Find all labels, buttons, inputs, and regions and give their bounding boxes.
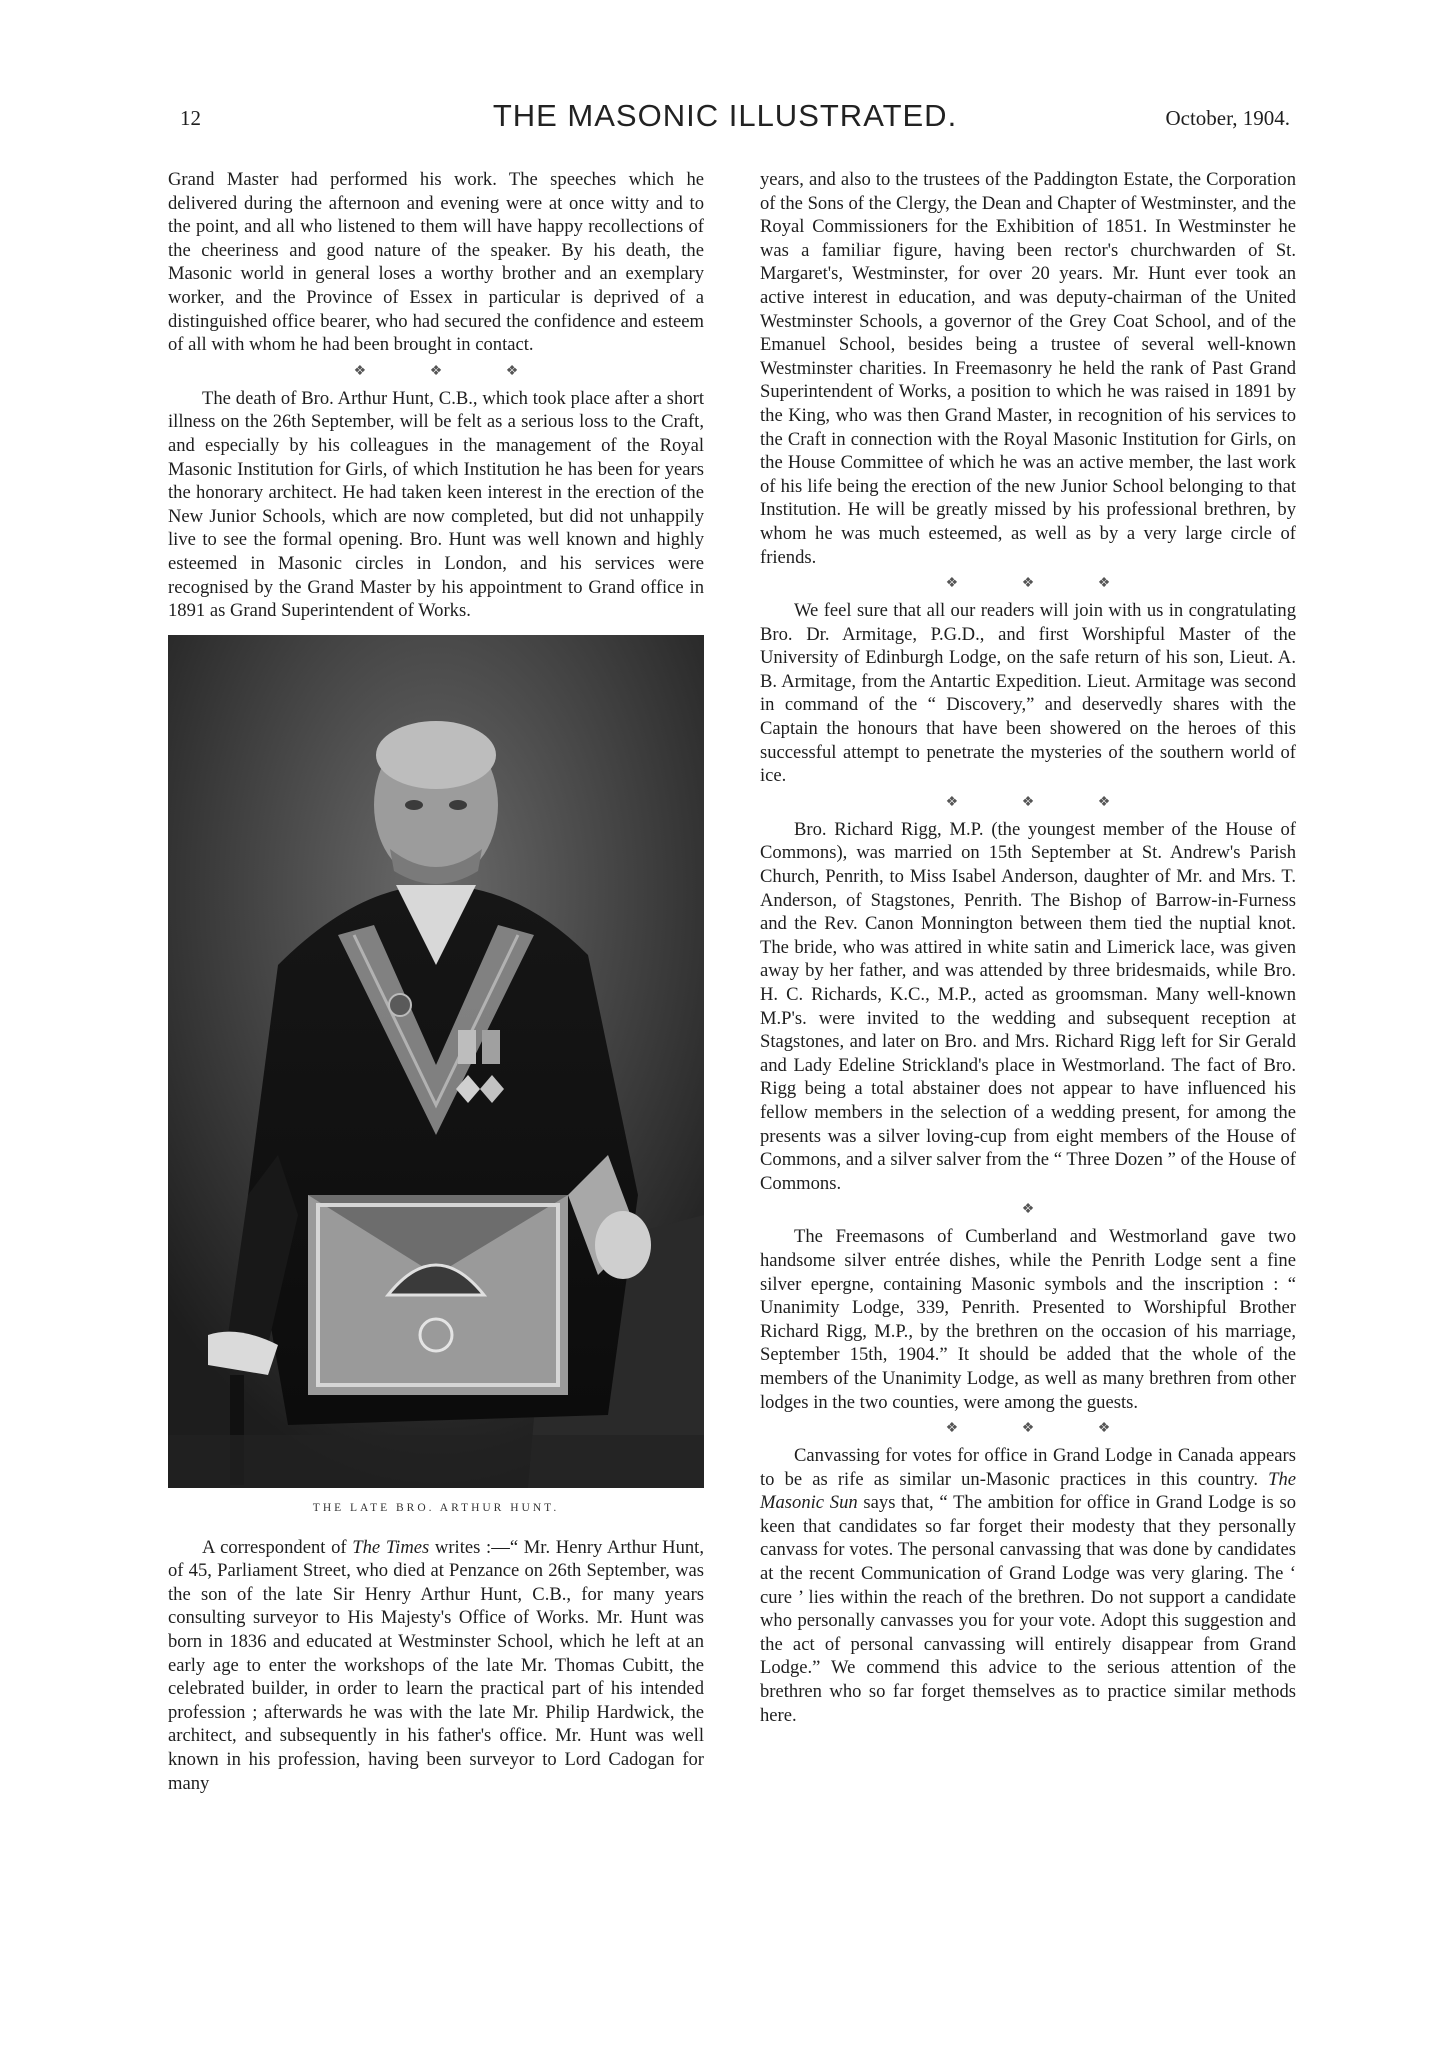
section-separator: ❖ ❖ ❖ [945, 1421, 1141, 1437]
section-separator: ❖ ❖ ❖ [945, 576, 1141, 592]
journal-title: THE MASONIC ILLUSTRATED. [492, 98, 958, 133]
section-separator: ❖ [1021, 1202, 1035, 1218]
section-separator: ❖ ❖ ❖ [945, 794, 1141, 810]
wedding-gifts-paragraph: The Freemasons of Cumberland and Westmorland gave two handsome silver entrée dishes, while the Penrith Lodge sent a fine silver epergne, containing Masonic symbols and the inscription : “ Unanimity Lodge, 339, Penrith. Presented to Worshipful Brother Richard Rigg, M.P., by the brethren on the occasion of his marriage, September 15th, 1904.” It should be added that the whole of the members of the Unanimity Lodge, as well as many brethren from other lodges in the two counties, were among the guests. [760, 1226, 1296, 1413]
photo-caption: THE LATE BRO. ARTHUR HUNT. [312, 1501, 560, 1514]
armitage-paragraph: We feel sure that all our readers will join with us in congratulating Bro. Dr. Armitage, P.G.D., and first Worshipful Master of the University of Edinburgh Lodge, on the safe return of his son, Lieut. A. B. Armitage, from the Antartic Expedition. Lieut. Armitage was second in command of the “ Discovery,” and deservedly shares with the Captain the honours that have been showered on the heroes of this successful attempt to penetrate the mysteries of the southern world of ice. [760, 600, 1296, 787]
article-continuation: Grand Master had performed his work. The speeches which he delivered during the afternoon and evening were at once witty and to the point, and all who listened to them will have happy recollections of the cheeriness and good nature of the speaker. By his death, the Masonic world in general loses a worthy brother and an exemplary worker, and the Province of Essex in particular is deprived of a distinguished office bearer, who had secured the confidence and esteem of all with whom he had been brought in contact. [168, 169, 704, 356]
right-column [760, 168, 1296, 1727]
paragraph-lead: Canvassing for votes for office in Grand Lodge in Canada appears to be as rife as similar un-Masonic practices in this country. [760, 1445, 1296, 1490]
hunt-biography-continuation: years, and also to the trustees of the Paddington Estate, the Corporation of the Sons of the Clergy, the Dean and Chapter of Westminster, and the Royal Commissioners for the Exhibition of 1851. In Westminster he was a familiar figure, having been rector's churchwarden of St. Margaret's, Westminster, for over 20 years. Mr. Hunt ever took an active interest in education, and was deputy-chairman of the United Westminster Schools, a governor of the Grey Coat School, and of the Emanuel School, besides being a trustee of several well-known Westminster charities. In Freemasonry he held the rank of Past Grand Superintendent of Works, a position to which he was raised in 1891 by the King, who was then Grand Master, in recognition of his services to the Craft in connection with the Royal Masonic Institution for Girls, on the House Committee of which he was an active member, the last work of his life being the erection of the new Junior School belonging to that Institution. He will be greatly missed by his professional brethren, by whom he was much esteemed, as well as by a very large circle of friends. [760, 169, 1296, 568]
section-separator: ❖ ❖ ❖ [353, 363, 549, 379]
paragraph-lead: A correspondent of [202, 1536, 353, 1558]
page-number: 12 [180, 106, 201, 130]
left-column [168, 168, 704, 1795]
portrait-photo [168, 635, 704, 1488]
rigg-wedding-paragraph: Bro. Richard Rigg, M.P. (the youngest member of the House of Commons), was married on 15th September at St. Andrew's Parish Church, Penrith, to Miss Isabel Anderson, daughter of Mr. and Mrs. T. Anderson, of Stagstones, Penrith. The Bishop of Barrow-in-Furness and the Rev. Canon Monnington between them tied the nuptial knot. The bride, who was attired in white satin and Limerick lace, was given away by her father, and was attended by three bridesmaids, while Bro. H. C. Richards, K.C., M.P., acted as groomsman. Many well-known M.P's. were invited to the wedding and subsequent reception at Stagstones, and later on Bro. and Mrs. Richard Rigg left for Sir Gerald and Lady Edeline Strickland's place in Westmorland. The fact of Bro. Rigg being a total abstainer does not appear to have influenced his fellow members in the selection of a wedding present, for among the presents was a silver loving-cup from eight members of the House of Commons, and a silver salver from the “ Three Dozen ” of the House of Commons. [760, 818, 1296, 1194]
hunt-obituary-paragraph: The death of Bro. Arthur Hunt, C.B., which took place after a short illness on the 26th September, will be felt as a serious loss to the Craft, and especially by his colleagues in the management of the Royal Masonic Institution for Girls, of which Institution he has been for years the honorary architect. He had taken keen interest in the erection of the New Junior Schools, which are now completed, but did not unhappily live to see the formal opening. Bro. Hunt was well known and highly esteemed in Masonic circles in London, and his services were recognised by the Grand Master by his appointment to Grand office in 1891 as Grand Superintendent of Works. [168, 387, 704, 622]
page-header [160, 98, 1290, 138]
issue-date: October, 1904. [1165, 106, 1290, 130]
canvassing-paragraph [760, 1444, 1296, 1727]
paragraph-body: says that, “ The ambition for office in Grand Lodge is so keen that candidates so far forget their modesty that they personally canvass for votes. The personal canvassing that was done by candidates at the recent Communication of Grand Lodge was very glaring. The ‘ cure ’ lies within the reach of the brethren. Do not support a candidate who personally canvasses you for your vote. Adopt this suggestion and the act of personal canvassing will entirely disappear from Grand Lodge.” We commend this advice to the serious attention of the brethren who so far forget themselves as to practice similar methods here. [760, 1492, 1297, 1726]
times-correspondent-paragraph [168, 1536, 704, 1796]
portrait-illustration [168, 635, 704, 1488]
publication-name: The Masonic Sun [760, 1468, 1296, 1514]
paragraph-body: writes :—“ Mr. Henry Arthur Hunt, of 45, Parliament Street, who died at Penzance on 26th September, was the son of the late Sir Henry Arthur Hunt, C.B., for many years consulting surveyor to His Majesty's Office of Works. Mr. Hunt was born in 1836 and educated at Westminster School, which he left at an early age to enter the workshops of the late Mr. Thomas Cubitt, the celebrated builder, in order to learn the practical part of his intended profession ; afterwards he was with the late Mr. Philip Hardwick, the architect, and subsequently in his father's office. Mr. Hunt was well known in his profession, having been surveyor to Lord Cadogan for many [168, 1536, 704, 1794]
publication-name: The Times [352, 1536, 430, 1558]
